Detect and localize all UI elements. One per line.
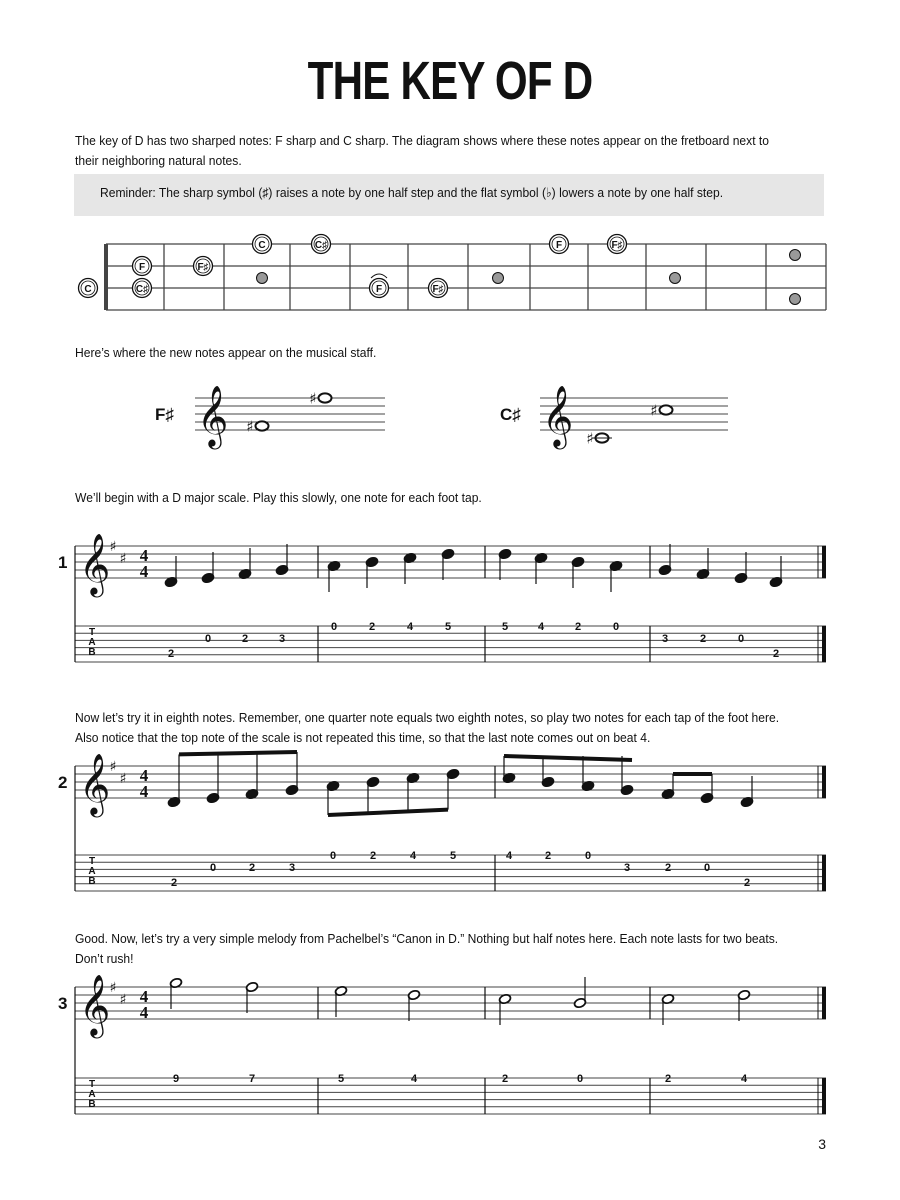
tab-fret-number: 4 (505, 850, 513, 862)
whole-note (660, 405, 673, 414)
tab-label-letter: T (88, 856, 96, 867)
tab-fret-number: 0 (204, 633, 212, 645)
tab-fret-number: 4 (406, 621, 414, 633)
exercise-number: 3 (58, 994, 68, 1013)
position-dot (670, 273, 681, 284)
tab-fret-number: 2 (170, 877, 178, 889)
whole-note (319, 393, 332, 402)
exercise-1 (58, 534, 826, 662)
tab-fret-number: 3 (623, 862, 631, 874)
time-signature-top: 4 (139, 546, 149, 565)
tab-fret-number: 2 (574, 621, 582, 633)
beam (328, 810, 448, 815)
exercise-2 (58, 752, 826, 891)
position-dot (257, 273, 268, 284)
treble-clef-icon: 𝄞 (79, 975, 111, 1036)
note-f-sharp-top-label: F♯ (611, 240, 623, 251)
sharp-icon: ♯ (246, 417, 254, 436)
exercise-3 (58, 975, 826, 1114)
tab-fret-number: 4 (410, 1073, 418, 1085)
exercise-1-text: We’ll begin with a D major scale. Play this slowly, one note for each foot tap. (75, 490, 482, 505)
fretboard-diagram (79, 235, 827, 311)
tab-fret-number: 3 (661, 633, 669, 645)
key-sharp-f-icon: ♯ (109, 758, 117, 775)
tie-arc (371, 274, 387, 278)
tab-fret-number: 0 (703, 862, 711, 874)
tab-fret-number: 5 (337, 1073, 345, 1085)
tab-fret-number: 2 (167, 648, 175, 660)
tab-label-letter: A (88, 637, 96, 648)
tab-fret-number: 0 (737, 633, 745, 645)
note-f-sharp-mid-label: F♯ (432, 284, 444, 295)
tab-fret-number: 4 (740, 1073, 748, 1085)
time-signature-top: 4 (139, 987, 149, 1006)
tab-fret-number: 2 (664, 862, 672, 874)
tab-fret-number: 0 (612, 621, 620, 633)
tab-label-letter: B (88, 1099, 96, 1110)
tab-fret-number: 2 (369, 850, 377, 862)
tab-fret-number: 2 (544, 850, 552, 862)
staff-examples (155, 386, 728, 449)
tab-fret-number: 2 (368, 621, 376, 633)
note-f-low-label: F (138, 262, 146, 273)
note-c-sharp-top-label: C♯ (314, 240, 328, 251)
reminder-text: Reminder: The sharp symbol (♯) raises a note by one half step and the flat symbol (♭) lowers a note by one half step. (100, 185, 724, 200)
tab-fret-number: 2 (772, 648, 780, 660)
tab-label-letter: A (88, 1089, 96, 1100)
tab-fret-number: 0 (576, 1073, 584, 1085)
time-signature-top: 4 (139, 766, 149, 785)
note-c-top-label: C (258, 240, 266, 251)
tab-label-letter: T (88, 627, 96, 638)
tab-fret-number: 4 (537, 621, 545, 633)
tab-fret-number: 0 (330, 621, 338, 633)
tab-fret-number: 5 (501, 621, 509, 633)
note-c-sharp-low-label: C♯ (135, 284, 149, 295)
tab-label-letter: B (88, 647, 96, 658)
staff-intro-text: Here’s where the new notes appear on the musical staff. (75, 345, 377, 360)
treble-clef-icon: 𝄞 (79, 754, 111, 815)
treble-clef-icon: 𝄞 (197, 386, 229, 447)
sharp-icon: ♯ (586, 429, 594, 448)
sharp-icon: ♯ (650, 401, 658, 420)
note-f-sharp-low-label: F♯ (197, 262, 209, 273)
key-sharp-c-icon: ♯ (119, 550, 127, 567)
position-dot (790, 294, 801, 305)
tab-fret-number: 2 (248, 862, 256, 874)
tab-fret-number: 2 (241, 633, 249, 645)
tab-fret-number: 2 (501, 1073, 509, 1085)
key-sharp-f-icon: ♯ (109, 538, 117, 555)
tab-label-letter: A (88, 866, 96, 877)
staff-example-label: C♯ (500, 405, 521, 424)
tab-fret-number: 3 (288, 862, 296, 874)
key-sharp-f-icon: ♯ (109, 979, 117, 996)
exercise-2-text: Now let’s try it in eighth notes. Remember, one quarter note equals two eighth notes, so play two notes for each tap of the foot here. Also notice that the top note of the scale is not repeated this time, so that the last note comes out on beat 4. (75, 710, 780, 745)
tab-label-letter: B (88, 876, 96, 887)
treble-clef-icon: 𝄞 (542, 386, 574, 447)
page-number: 3 (818, 1136, 826, 1152)
staff-example-label: F♯ (155, 405, 174, 424)
tab-fret-number: 5 (444, 621, 452, 633)
key-sharp-c-icon: ♯ (119, 770, 127, 787)
tab-fret-number: 2 (699, 633, 707, 645)
position-dot (790, 250, 801, 261)
time-signature-bottom: 4 (139, 562, 149, 581)
note-f-mid-label: F (375, 284, 383, 295)
tab-fret-number: 0 (329, 850, 337, 862)
tab-fret-number: 0 (584, 850, 592, 862)
page-title: THE KEY OF D (307, 51, 593, 111)
beam (179, 752, 297, 754)
time-signature-bottom: 4 (139, 782, 149, 801)
tab-fret-number: 7 (248, 1073, 256, 1085)
key-sharp-c-icon: ♯ (119, 991, 127, 1008)
tab-label-letter: T (88, 1079, 96, 1090)
tab-fret-number: 2 (664, 1073, 672, 1085)
treble-clef-icon: 𝄞 (79, 534, 111, 595)
tab-fret-number: 3 (278, 633, 286, 645)
position-dot (493, 273, 504, 284)
time-signature-bottom: 4 (139, 1003, 149, 1022)
whole-note (256, 421, 269, 430)
intro-paragraph: The key of D has two sharped notes: F sharp and C sharp. The diagram shows where these notes appear on the fretboard next to their neighboring natural notes. (75, 133, 770, 168)
note-f-top-label: F (555, 240, 563, 251)
tab-fret-number: 2 (743, 877, 751, 889)
tab-fret-number: 4 (409, 850, 417, 862)
open-c-note-label: C (84, 284, 92, 295)
tab-fret-number: 0 (209, 862, 217, 874)
exercise-3-text: Good. Now, let’s try a very simple melody from Pachelbel’s “Canon in D.” Nothing but half notes here. Each note lasts for two beats. Don’t rush! (75, 931, 779, 966)
tab-fret-number: 5 (449, 850, 457, 862)
exercise-number: 1 (58, 553, 68, 572)
tab-fret-number: 9 (172, 1073, 180, 1085)
sharp-icon: ♯ (309, 389, 317, 408)
beam (504, 756, 632, 760)
exercise-number: 2 (58, 773, 68, 792)
